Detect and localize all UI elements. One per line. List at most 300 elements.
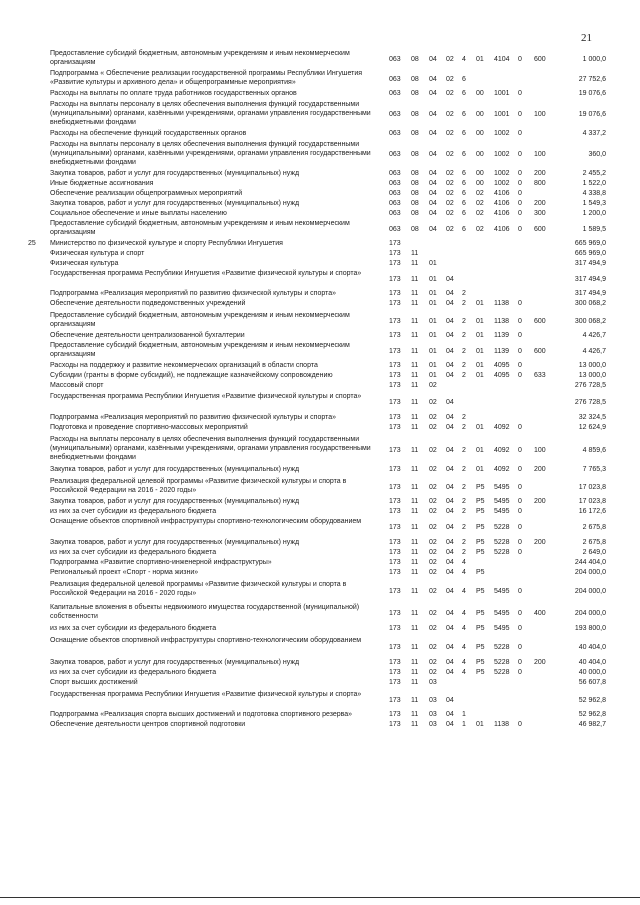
suffix-code: 0 bbox=[518, 200, 522, 207]
suffix-code: 0 bbox=[518, 56, 522, 63]
expense-type-code: 400 bbox=[534, 610, 546, 617]
program-code: 04 bbox=[446, 290, 454, 297]
item-name: Иные бюджетные ассигнования bbox=[50, 180, 154, 187]
suffix-code: 0 bbox=[518, 625, 522, 632]
program-code: 04 bbox=[446, 414, 454, 421]
table-row bbox=[0, 169, 640, 179]
subsection-code: 04 bbox=[429, 226, 437, 233]
expense-type-code: 200 bbox=[534, 539, 546, 546]
expense-code: 5228 bbox=[494, 659, 510, 666]
section-code: 11 bbox=[411, 721, 419, 728]
direction-code: 01 bbox=[476, 56, 484, 63]
table-row bbox=[0, 678, 640, 690]
expense-code: 1139 bbox=[494, 332, 510, 339]
subprogram-code: 2 bbox=[462, 508, 466, 515]
section-code: 11 bbox=[411, 466, 419, 473]
program-code: 04 bbox=[446, 424, 454, 431]
bottom-scan-edge bbox=[0, 897, 640, 898]
table-row bbox=[0, 392, 640, 413]
table-row bbox=[0, 381, 640, 392]
section-code: 08 bbox=[411, 226, 419, 233]
item-name: Оснащение объектов спортивной инфраструктуры спортивно-технологическим оборудованием bbox=[50, 637, 362, 644]
amount: 40 000,0 bbox=[578, 669, 606, 676]
table-row bbox=[0, 209, 640, 219]
section-code: 11 bbox=[411, 318, 419, 325]
subprogram-code: 2 bbox=[462, 372, 466, 379]
expense-code: 4106 bbox=[494, 226, 510, 233]
program-code: 04 bbox=[446, 498, 454, 505]
expense-code: 1001 bbox=[494, 90, 510, 97]
section-code: 08 bbox=[411, 190, 419, 197]
program-code: 04 bbox=[446, 300, 454, 307]
expense-code: 4092 bbox=[494, 424, 510, 431]
subprogram-code: 4 bbox=[462, 659, 466, 666]
section-code: 11 bbox=[411, 644, 419, 651]
expense-code: 5228 bbox=[494, 539, 510, 546]
table-row bbox=[0, 189, 640, 199]
ministry-code: 063 bbox=[389, 130, 401, 137]
table-row bbox=[0, 465, 640, 477]
ministry-code: 173 bbox=[389, 332, 401, 339]
expense-code: 1002 bbox=[494, 180, 510, 187]
table-row bbox=[0, 636, 640, 658]
item-name: Социальное обеспечение и иные выплаты населению bbox=[50, 210, 227, 217]
suffix-code: 0 bbox=[518, 180, 522, 187]
subsection-code: 04 bbox=[429, 56, 437, 63]
subprogram-code: 2 bbox=[462, 524, 466, 531]
program-code: 04 bbox=[446, 711, 454, 718]
subprogram-code: 4 bbox=[462, 569, 466, 576]
subsection-code: 02 bbox=[429, 588, 437, 595]
subprogram-code: 6 bbox=[462, 170, 466, 177]
subsection-code: 02 bbox=[429, 669, 437, 676]
expense-code: 4106 bbox=[494, 190, 510, 197]
program-code: 04 bbox=[446, 372, 454, 379]
item-name: Подпрограмма « Обеспечение реализации государственной программы Республики Ингушетия «Развитие культуры и архивного дела» и общепрограммные мероприятия» bbox=[50, 70, 363, 86]
ministry-code: 173 bbox=[389, 348, 401, 355]
item-name: Массовый спорт bbox=[50, 382, 104, 389]
table-row bbox=[0, 548, 640, 558]
table-row bbox=[0, 179, 640, 189]
subsection-code: 04 bbox=[429, 190, 437, 197]
subprogram-code: 2 bbox=[462, 484, 466, 491]
ministry-code: 063 bbox=[389, 210, 401, 217]
row-number: 25 bbox=[28, 240, 36, 247]
amount: 40 404,0 bbox=[578, 644, 606, 651]
program-code: 04 bbox=[446, 549, 454, 556]
amount: 2 675,8 bbox=[582, 524, 606, 531]
expense-code: 5495 bbox=[494, 625, 510, 632]
program-code: 04 bbox=[446, 348, 454, 355]
section-code: 11 bbox=[411, 424, 419, 431]
suffix-code: 0 bbox=[518, 362, 522, 369]
section-code: 11 bbox=[411, 549, 419, 556]
direction-code: 01 bbox=[476, 362, 484, 369]
section-code: 08 bbox=[411, 200, 419, 207]
amount: 300 068,2 bbox=[574, 300, 606, 307]
expense-code: 1139 bbox=[494, 348, 510, 355]
subprogram-code: 2 bbox=[462, 290, 466, 297]
section-code: 11 bbox=[411, 300, 419, 307]
direction-code: 02 bbox=[476, 190, 484, 197]
table-row bbox=[0, 423, 640, 435]
subprogram-code: 2 bbox=[462, 300, 466, 307]
item-name: Закупка товаров, работ и услуг для государственных (муниципальных) нужд bbox=[50, 466, 300, 473]
budget-table bbox=[0, 49, 640, 732]
amount: 4 337,2 bbox=[582, 130, 606, 137]
table-row bbox=[0, 299, 640, 311]
subprogram-code: 2 bbox=[462, 539, 466, 546]
direction-code: P5 bbox=[476, 644, 485, 651]
expense-code: 4104 bbox=[494, 56, 510, 63]
direction-code: P5 bbox=[476, 659, 485, 666]
section-code: 11 bbox=[411, 348, 419, 355]
section-code: 11 bbox=[411, 559, 419, 566]
ministry-code: 173 bbox=[389, 508, 401, 515]
program-code: 04 bbox=[446, 484, 454, 491]
item-name: Подпрограмма «Развитие спортивно-инженерной инфраструктуры» bbox=[50, 559, 272, 566]
subprogram-code: 6 bbox=[462, 76, 466, 83]
section-code: 08 bbox=[411, 90, 419, 97]
ministry-code: 063 bbox=[389, 90, 401, 97]
suffix-code: 0 bbox=[518, 300, 522, 307]
amount: 317 494,9 bbox=[574, 276, 606, 283]
expense-type-code: 600 bbox=[534, 318, 546, 325]
subsection-code: 01 bbox=[429, 300, 437, 307]
subprogram-code: 2 bbox=[462, 348, 466, 355]
item-name: из них за счет субсидии из федерального бюджета bbox=[50, 625, 217, 632]
direction-code: 02 bbox=[476, 200, 484, 207]
amount: 204 000,0 bbox=[574, 610, 606, 617]
subprogram-code: 4 bbox=[462, 644, 466, 651]
item-name: Закупка товаров, работ и услуг для государственных (муниципальных) нужд bbox=[50, 539, 300, 546]
program-code: 04 bbox=[446, 362, 454, 369]
subsection-code: 04 bbox=[429, 200, 437, 207]
table-row bbox=[0, 624, 640, 636]
expense-code: 5228 bbox=[494, 669, 510, 676]
expense-code: 4095 bbox=[494, 372, 510, 379]
ministry-code: 173 bbox=[389, 382, 401, 389]
section-code: 11 bbox=[411, 447, 419, 454]
ministry-code: 173 bbox=[389, 362, 401, 369]
item-name: Закупка товаров, работ и услуг для государственных (муниципальных) нужд bbox=[50, 498, 300, 505]
expense-type-code: 200 bbox=[534, 659, 546, 666]
amount: 360,0 bbox=[588, 151, 606, 158]
expense-code: 5495 bbox=[494, 508, 510, 515]
item-name: Обеспечение реализации общепрограммных мероприятий bbox=[50, 190, 243, 197]
program-code: 04 bbox=[446, 399, 454, 406]
direction-code: P5 bbox=[476, 539, 485, 546]
ministry-code: 173 bbox=[389, 399, 401, 406]
ministry-code: 173 bbox=[389, 250, 401, 257]
table-row bbox=[0, 603, 640, 624]
item-name: Обеспечение деятельности подведомственных учреждений bbox=[50, 300, 246, 307]
suffix-code: 0 bbox=[518, 447, 522, 454]
ministry-code: 063 bbox=[389, 170, 401, 177]
ministry-code: 173 bbox=[389, 721, 401, 728]
amount: 13 000,0 bbox=[578, 372, 606, 379]
expense-type-code: 600 bbox=[534, 348, 546, 355]
amount: 1 522,0 bbox=[582, 180, 606, 187]
item-name: Расходы на выплаты персоналу в целях обеспечения выполнения функций государственными (муниципальными) органами, казёнными учреждениями, органами управления государственными внебюджетными фондами bbox=[50, 436, 371, 461]
table-row bbox=[0, 690, 640, 710]
subsection-code: 02 bbox=[429, 569, 437, 576]
ministry-code: 173 bbox=[389, 679, 401, 686]
suffix-code: 0 bbox=[518, 539, 522, 546]
amount: 40 404,0 bbox=[578, 659, 606, 666]
subsection-code: 04 bbox=[429, 90, 437, 97]
ministry-code: 173 bbox=[389, 447, 401, 454]
item-name: Расходы на выплаты персоналу в целях обеспечения выполнения функций государственными (муниципальными) органами, казёнными учреждениями, органами управления государственными внебюджетными фондами bbox=[50, 101, 371, 126]
direction-code: P5 bbox=[476, 569, 485, 576]
program-code: 04 bbox=[446, 569, 454, 576]
table-row bbox=[0, 140, 640, 169]
ministry-code: 173 bbox=[389, 524, 401, 531]
section-code: 11 bbox=[411, 669, 419, 676]
direction-code: 01 bbox=[476, 348, 484, 355]
expense-code: 5228 bbox=[494, 524, 510, 531]
program-code: 02 bbox=[446, 210, 454, 217]
ministry-code: 173 bbox=[389, 484, 401, 491]
expense-code: 5495 bbox=[494, 498, 510, 505]
item-name: Закупка товаров, работ и услуг для государственных (муниципальных) нужд bbox=[50, 659, 300, 666]
item-name: Обеспечение деятельности централизованной бухгалтерии bbox=[50, 332, 245, 339]
suffix-code: 0 bbox=[518, 498, 522, 505]
section-code: 11 bbox=[411, 399, 419, 406]
subprogram-code: 2 bbox=[462, 498, 466, 505]
amount: 2 675,8 bbox=[582, 539, 606, 546]
expense-code: 1002 bbox=[494, 151, 510, 158]
suffix-code: 0 bbox=[518, 721, 522, 728]
section-code: 11 bbox=[411, 711, 419, 718]
table-row bbox=[0, 371, 640, 381]
section-code: 11 bbox=[411, 276, 419, 283]
subsection-code: 03 bbox=[429, 697, 437, 704]
ministry-code: 173 bbox=[389, 414, 401, 421]
ministry-code: 063 bbox=[389, 200, 401, 207]
subsection-code: 02 bbox=[429, 447, 437, 454]
ministry-code: 173 bbox=[389, 240, 401, 247]
program-code: 04 bbox=[446, 466, 454, 473]
direction-code: 01 bbox=[476, 372, 484, 379]
item-name: Закупка товаров, работ и услуг для государственных (муниципальных) нужд bbox=[50, 170, 300, 177]
suffix-code: 0 bbox=[518, 524, 522, 531]
table-row bbox=[0, 710, 640, 720]
table-row bbox=[0, 89, 640, 100]
ministry-code: 063 bbox=[389, 151, 401, 158]
ministry-code: 063 bbox=[389, 76, 401, 83]
subprogram-code: 4 bbox=[462, 56, 466, 63]
program-code: 02 bbox=[446, 111, 454, 118]
subsection-code: 02 bbox=[429, 399, 437, 406]
section-code: 11 bbox=[411, 250, 419, 257]
section-code: 11 bbox=[411, 332, 419, 339]
table-row bbox=[0, 568, 640, 580]
ministry-code: 063 bbox=[389, 226, 401, 233]
ministry-code: 173 bbox=[389, 659, 401, 666]
program-code: 02 bbox=[446, 151, 454, 158]
ministry-code: 063 bbox=[389, 111, 401, 118]
suffix-code: 0 bbox=[518, 226, 522, 233]
suffix-code: 0 bbox=[518, 190, 522, 197]
amount: 4 338,8 bbox=[582, 190, 606, 197]
section-code: 11 bbox=[411, 260, 419, 267]
item-name: Предоставление субсидий бюджетным, автономным учреждениям и иным некоммерческим организациям bbox=[50, 312, 350, 328]
expense-type-code: 100 bbox=[534, 151, 546, 158]
ministry-code: 173 bbox=[389, 260, 401, 267]
table-row bbox=[0, 100, 640, 129]
expense-type-code: 600 bbox=[534, 56, 546, 63]
amount: 4 859,6 bbox=[582, 447, 606, 454]
item-name: Расходы на выплаты по оплате труда работников государственных органов bbox=[50, 90, 297, 97]
amount: 2 649,0 bbox=[582, 549, 606, 556]
expense-type-code: 100 bbox=[534, 111, 546, 118]
subprogram-code: 2 bbox=[462, 466, 466, 473]
item-name: Государственная программа Республики Ингушетия «Развитие физической культуры и спорта» bbox=[50, 691, 362, 698]
subsection-code: 04 bbox=[429, 130, 437, 137]
suffix-code: 0 bbox=[518, 170, 522, 177]
program-code: 04 bbox=[446, 276, 454, 283]
expense-code: 4106 bbox=[494, 200, 510, 207]
section-code: 08 bbox=[411, 170, 419, 177]
expense-type-code: 633 bbox=[534, 372, 546, 379]
program-code: 04 bbox=[446, 659, 454, 666]
direction-code: 01 bbox=[476, 447, 484, 454]
subsection-code: 02 bbox=[429, 539, 437, 546]
subprogram-code: 4 bbox=[462, 625, 466, 632]
item-name: Капитальные вложения в объекты недвижимого имущества государственной (муниципальной) собственности bbox=[50, 604, 360, 620]
ministry-code: 173 bbox=[389, 318, 401, 325]
subsection-code: 02 bbox=[429, 549, 437, 556]
suffix-code: 0 bbox=[518, 610, 522, 617]
suffix-code: 0 bbox=[518, 372, 522, 379]
expense-code: 5495 bbox=[494, 610, 510, 617]
amount: 13 000,0 bbox=[578, 362, 606, 369]
program-code: 02 bbox=[446, 200, 454, 207]
expense-type-code: 100 bbox=[534, 447, 546, 454]
amount: 32 324,5 bbox=[578, 414, 606, 421]
section-code: 08 bbox=[411, 111, 419, 118]
expense-code: 4095 bbox=[494, 362, 510, 369]
program-code: 04 bbox=[446, 508, 454, 515]
table-row bbox=[0, 361, 640, 371]
table-row bbox=[0, 69, 640, 89]
expense-type-code: 200 bbox=[534, 170, 546, 177]
amount: 2 455,2 bbox=[582, 170, 606, 177]
direction-code: P5 bbox=[476, 524, 485, 531]
section-code: 11 bbox=[411, 524, 419, 531]
subsection-code: 02 bbox=[429, 659, 437, 666]
subsection-code: 02 bbox=[429, 382, 437, 389]
direction-code: P5 bbox=[476, 669, 485, 676]
section-code: 11 bbox=[411, 697, 419, 704]
table-row bbox=[0, 497, 640, 507]
subsection-code: 02 bbox=[429, 424, 437, 431]
program-code: 04 bbox=[446, 524, 454, 531]
table-row bbox=[0, 129, 640, 140]
table-row bbox=[0, 49, 640, 69]
table-row bbox=[0, 507, 640, 517]
amount: 1 589,5 bbox=[582, 226, 606, 233]
amount: 52 962,8 bbox=[578, 711, 606, 718]
amount: 204 000,0 bbox=[574, 569, 606, 576]
program-code: 02 bbox=[446, 90, 454, 97]
suffix-code: 0 bbox=[518, 90, 522, 97]
ministry-code: 173 bbox=[389, 549, 401, 556]
section-code: 11 bbox=[411, 498, 419, 505]
ministry-code: 173 bbox=[389, 569, 401, 576]
ministry-code: 173 bbox=[389, 276, 401, 283]
amount: 1 200,0 bbox=[582, 210, 606, 217]
amount: 27 752,6 bbox=[578, 76, 606, 83]
amount: 276 728,5 bbox=[574, 382, 606, 389]
direction-code: 01 bbox=[476, 424, 484, 431]
item-name: Физическая культура bbox=[50, 260, 119, 267]
program-code: 04 bbox=[446, 697, 454, 704]
program-code: 04 bbox=[446, 721, 454, 728]
amount: 1 549,3 bbox=[582, 200, 606, 207]
subprogram-code: 2 bbox=[462, 424, 466, 431]
program-code: 02 bbox=[446, 56, 454, 63]
subprogram-code: 6 bbox=[462, 180, 466, 187]
amount: 317 494,9 bbox=[574, 260, 606, 267]
table-row bbox=[0, 720, 640, 732]
program-code: 02 bbox=[446, 130, 454, 137]
subprogram-code: 6 bbox=[462, 190, 466, 197]
amount: 665 969,0 bbox=[574, 240, 606, 247]
subsection-code: 02 bbox=[429, 498, 437, 505]
item-name: Подготовка и проведение спортивно-массовых мероприятий bbox=[50, 424, 248, 431]
suffix-code: 0 bbox=[518, 111, 522, 118]
ministry-code: 063 bbox=[389, 56, 401, 63]
table-row bbox=[0, 239, 640, 249]
table-row bbox=[0, 269, 640, 289]
expense-type-code: 200 bbox=[534, 466, 546, 473]
subprogram-code: 6 bbox=[462, 200, 466, 207]
subsection-code: 04 bbox=[429, 170, 437, 177]
ministry-code: 173 bbox=[389, 498, 401, 505]
section-code: 08 bbox=[411, 56, 419, 63]
amount: 7 765,3 bbox=[582, 466, 606, 473]
suffix-code: 0 bbox=[518, 484, 522, 491]
amount: 276 728,5 bbox=[574, 399, 606, 406]
section-code: 11 bbox=[411, 382, 419, 389]
subprogram-code: 2 bbox=[462, 447, 466, 454]
amount: 56 607,8 bbox=[578, 679, 606, 686]
section-code: 11 bbox=[411, 679, 419, 686]
section-code: 11 bbox=[411, 362, 419, 369]
section-code: 11 bbox=[411, 484, 419, 491]
suffix-code: 0 bbox=[518, 508, 522, 515]
subprogram-code: 1 bbox=[462, 721, 466, 728]
section-code: 08 bbox=[411, 180, 419, 187]
ministry-code: 173 bbox=[389, 539, 401, 546]
ministry-code: 173 bbox=[389, 300, 401, 307]
amount: 12 624,9 bbox=[578, 424, 606, 431]
subsection-code: 04 bbox=[429, 210, 437, 217]
subsection-code: 04 bbox=[429, 111, 437, 118]
item-name: Расходы на поддержку и развитие некоммерческих организаций в области спорта bbox=[50, 362, 318, 369]
expense-code: 5495 bbox=[494, 588, 510, 595]
table-row bbox=[0, 517, 640, 538]
subprogram-code: 4 bbox=[462, 559, 466, 566]
program-code: 04 bbox=[446, 447, 454, 454]
program-code: 04 bbox=[446, 669, 454, 676]
table-row bbox=[0, 658, 640, 668]
program-code: 02 bbox=[446, 190, 454, 197]
ministry-code: 173 bbox=[389, 697, 401, 704]
page-number: 21 bbox=[581, 32, 592, 44]
